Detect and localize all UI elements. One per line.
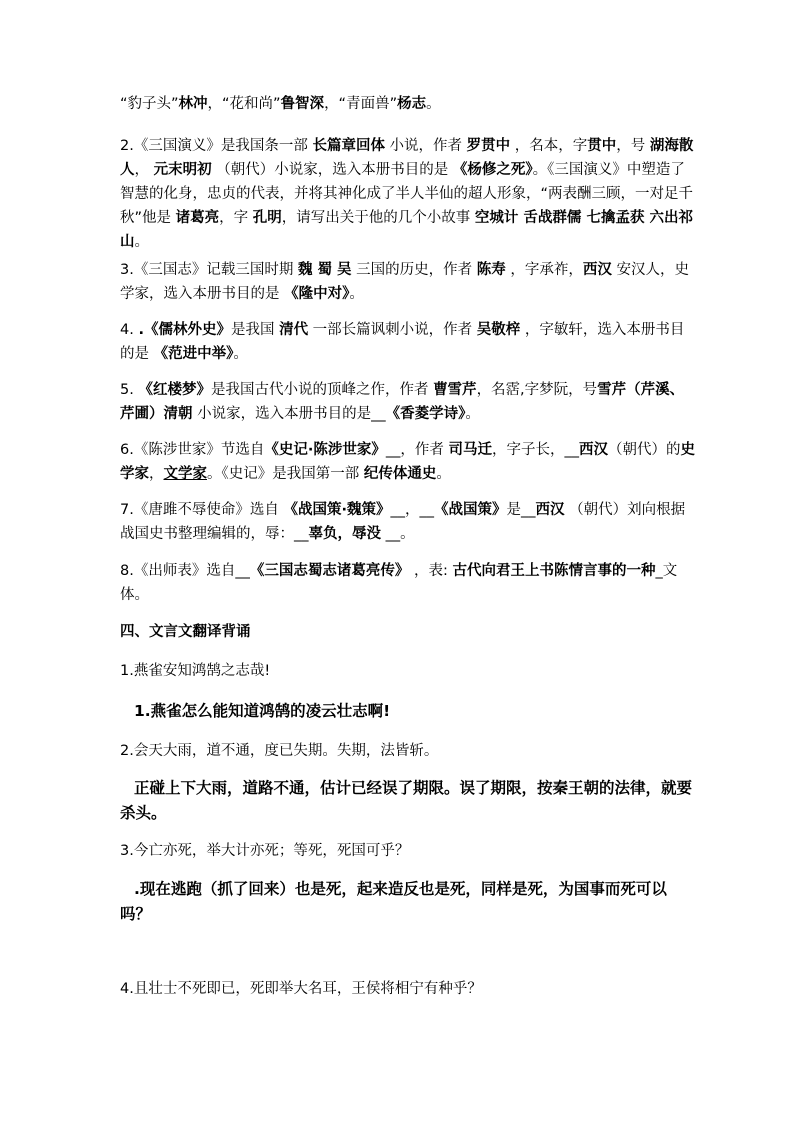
question-4: 4.且壮士不死即已，死即举大名耳，王侯将相宁有种乎？ — [120, 981, 482, 997]
section-heading: 四、文言文翻译背诵 — [120, 624, 251, 640]
paragraph-sanguo-zhi: 3.《三国志》记载三国时期 魏 蜀 吴 三国的历史，作者 陈寿 ，字承祚，西汉 安汉人，史学家，选入本册书目的是 《隆中对》。 — [120, 262, 689, 302]
question-1: 1.燕雀安知鸿鹄之志哉! — [120, 663, 271, 679]
paragraph-outlaw-nicknames: “豹子头”林冲，“花和尚”鲁智深，“青面兽”杨志。 — [120, 96, 441, 112]
answer-3: .现在逃跑（抓了回来）也是死，起来造反也是死，同样是死，为国事而死可以吗？ — [120, 880, 667, 923]
question-3: 3.今亡亦死，举大计亦死；等死，死国可乎？ — [120, 843, 410, 859]
paragraph-rulin-waishi: 4. .《儒林外史》是我国 清代 一部长篇讽刺小说，作者 吴敬梓 ，字敏轩，选入本册书目的是 《范进中举》。 — [120, 322, 685, 362]
paragraph-tang-ju: 7.《唐雎不辱使命》选自 《战国策·魏策》__，__《战国策》是__西汉 （朝代）刘向根据战国史书整理编辑的，辱：__辜负，辱没 __。 — [120, 502, 686, 542]
answer-2: 正碰上下大雨，道路不通，估计已经误了期限。误了期限，按秦王朝的法律，就要杀头。 — [120, 779, 693, 822]
paragraph-sanguo-yanyi: 2.《三国演义》是我国条一部 长篇章回体 小说，作者 罗贯中 ，名本，字贯中，号 湖海散人， 元末明初 （朝代）小说家，选入本册书目的是 《杨修之死》。《三国演义》中塑造了智慧的化身，忠贞的代表，并将其神化成了半人半仙的超人形象，“两表酬三顾，一对足千秋”他是 诸葛亮，字 孔明，请写出关于他的几个小故事 空城计 舌战群儒 七擒孟获 六出祁山。 — [120, 138, 694, 250]
answer-1: 1.燕雀怎么能知道鸿鹄的凌云壮志啊! — [134, 702, 391, 720]
paragraph-chen-she-shijia: 6.《陈涉世家》节选自《史记·陈涉世家》__，作者 司马迁，字子长，__西汉（朝代）的史学家，文学家。《史记》是我国第一部 纪传体通史。 — [120, 442, 695, 482]
paragraph-honglou-meng: 5. 《红楼梦》是我国古代小说的顶峰之作，作者 曹雪芹，名霑,字梦阮，号雪芹（芹溪、芹圃）清朝 小说家，选入本册书目的是__《香菱学诗》。 — [120, 382, 685, 422]
question-2: 2.会天大雨，道不通，度已失期。失期，法皆斩。 — [120, 743, 439, 759]
paragraph-chu-shi-biao: 8.《出师表》选自__《三国志蜀志诸葛亮传》 ，表: 古代向君王上书陈情言事的一种_文体。 — [120, 563, 678, 603]
